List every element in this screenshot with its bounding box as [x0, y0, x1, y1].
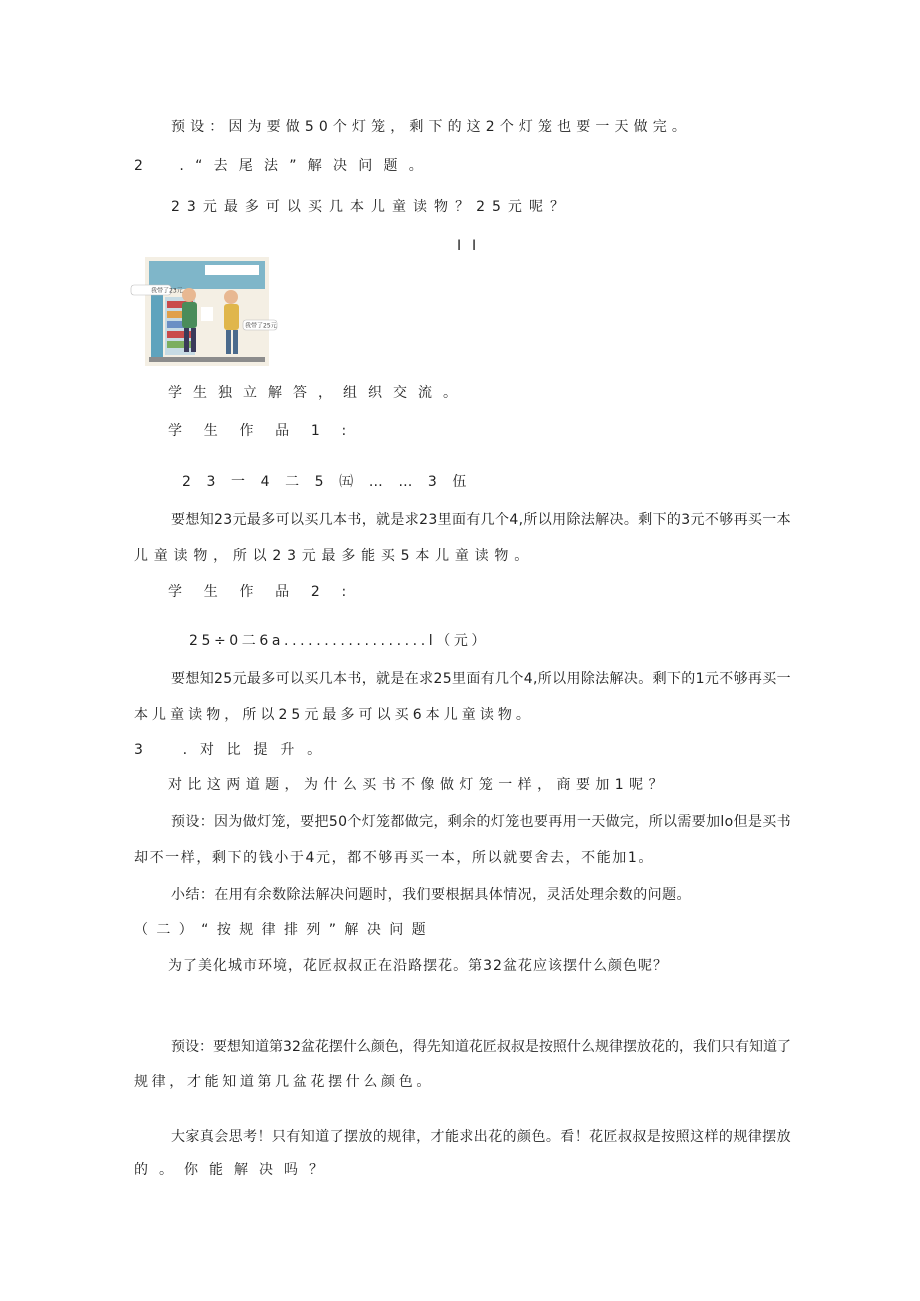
text-line: 的。你能解决吗？: [134, 1162, 334, 1178]
text-line: 预设：因为要做50个灯笼，剩下的这2个灯笼也要一天做完。: [171, 119, 691, 135]
text-line: 对比这两道题，为什么买书不像做灯笼一样，商要加1呢？: [168, 777, 668, 793]
text-line: 23元最多可以买几本儿童读物？25元呢？: [171, 199, 571, 215]
text-line: 要想知23元最多可以买几本书，就是求23里面有几个4,所以用除法解决。剩下的3元不够再买一本: [171, 512, 791, 528]
section-heading: 2 .“去尾法”解决问题。: [134, 158, 434, 174]
text-line: 儿童读物，所以23元最多能买5本儿童读物。: [134, 548, 534, 564]
text-line: 却不一样，剩下的钱小于4元，都不够再买一本，所以就要舍去，不能加1。: [134, 850, 654, 866]
text-line: 小结：在用有余数除法解决问题时，我们要根据具体情况，灵活处理余数的问题。: [171, 887, 691, 903]
text-line: 本儿童读物，所以25元最多可以买6本儿童读物。: [134, 707, 534, 723]
section-heading: （二）“按规律排列”解决问题: [134, 922, 434, 938]
speech-bubble-left: 我带了23元: [151, 287, 183, 295]
equation-line: 25÷0二6a..................l（元）: [189, 633, 489, 649]
text-line: 学生独立解答，组织交流。: [168, 385, 468, 401]
image-caption-mark: II: [457, 238, 487, 254]
speech-bubble-right: 我带了25元: [245, 322, 277, 330]
text-line: 为了美化城市环境，花匠叔叔正在沿路摆花。第32盆花应该摆什么颜色呢？: [168, 958, 668, 974]
equation-line: 23一4二5㈤……3伍: [182, 474, 482, 490]
bookstore-illustration: [145, 257, 277, 366]
text-line: 要想知25元最多可以买几本书，就是在求25里面有几个4,所以用除法解决。剩下的1元不够再买一: [171, 671, 791, 687]
text-line: 预设：因为做灯笼，要把50个灯笼都做完，剩余的灯笼也要再用一天做完，所以需要加lo但是买书: [171, 814, 791, 830]
section-heading: 3 .对比提升。: [134, 742, 334, 758]
text-line: 大家真会思考！只有知道了摆放的规律，才能求出花的颜色。看！花匠叔叔是按照这样的规律摆放: [171, 1129, 791, 1145]
text-line: 规律，才能知道第几盆花摆什么颜色。: [134, 1074, 434, 1090]
text-line: 预设：要想知道第32盆花摆什么颜色，得先知道花匠叔叔是按照什么规律摆放花的，我们只有知道了: [171, 1039, 791, 1055]
text-line: 学生作品1:: [168, 423, 368, 439]
text-line: 学生作品2:: [168, 584, 368, 600]
